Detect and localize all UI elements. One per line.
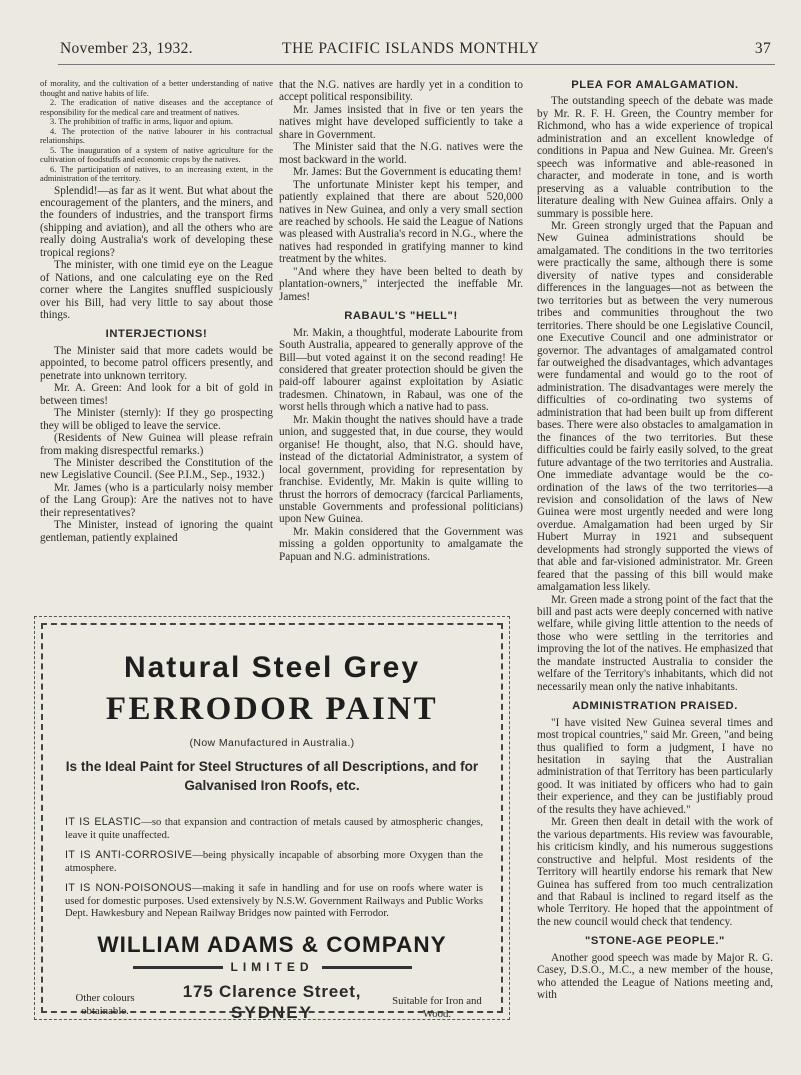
column-2	[279, 79, 523, 563]
ad-manufactured-note: (Now Manufactured in Australia.)	[189, 737, 355, 749]
paragraph: Mr. Makin, a thoughtful, moderate Labourite from South Australia, appeared to generally approve of the Bill—but voted against it on the second reading! He considered that greater protection should be given the paid-off labourer against exploitation by Asiatic tradesmen. Chinatown, in Rabaul, was one of the worst hells through which a native had to pass.	[279, 326, 523, 414]
section-heading: INTERJECTIONS!	[105, 328, 208, 341]
ad-limited-text: LIMITED	[230, 960, 314, 974]
section-heading: ADMINISTRATION PRAISED.	[572, 700, 738, 713]
ad-feature-anti-corrosive	[65, 849, 483, 875]
paragraph: that the N.G. natives are hardly yet in a condition to accept political responsibility.	[279, 79, 523, 104]
paragraph: "And where they have been belted to death by plantation-owners," interjected the ineffable Mr. James!	[279, 265, 523, 303]
paragraph: Mr. Green made a strong point of the fact that the bill and past acts were deeply concerned with native welfare, while giving little attention to the needs of those who were settling in the territories and improving the lot of the natives. He emphasized that the mandate instructed Australia to consider the welfare of the Territory's inhabitants, which did not necessarily mean only the native inhabitants.	[537, 593, 773, 693]
ad-suitability-note: Suitable for Iron and Wood.	[392, 995, 482, 1020]
ferrodor-advertisement	[34, 616, 510, 1020]
paragraph: Mr. Makin thought the natives should have a trade union, and suggested that, in due course, they would organise! He thought, also, that N.G. should have, instead of the dictatorial Administrator, a system of local government, providing for representation by franchise. Evidently, Mr. Makin is quite willing to thrust the horrors of democracy (farcical Parliaments, unstable Governments and professional politicians) upon New Guinea.	[279, 413, 523, 526]
list-item: 4. The protection of the native labourer in his contractual relationships.	[40, 126, 273, 145]
paragraph: Mr. James insisted that in five or ten years the natives might have developed sufficiently to take a share in Government.	[279, 103, 523, 141]
ad-feature-text: —being physically incapable of absorbing more Oxygen than the atmosphere.	[65, 850, 484, 874]
list-item: 5. The inauguration of a system of native agriculture for the cultivation of foodstuffs and economic crops by the natives.	[40, 145, 273, 164]
paragraph: The Minister, instead of ignoring the quaint gentleman, patiently explained	[40, 519, 273, 544]
paragraph: The Minister described the Constitution of the new Legislative Council. (See P.I.M., Sep., 1932.)	[40, 457, 273, 482]
ad-city: SYDNEY	[231, 1003, 313, 1022]
ad-feature-lead: IT IS ANTI-CORROSIVE	[65, 849, 193, 861]
ad-product-name: FERRODOR PAINT	[105, 691, 439, 727]
column-1	[40, 79, 273, 544]
ad-border	[41, 623, 503, 1022]
page-header	[60, 40, 773, 62]
list-item: of morality, and the cultivation of a better understanding of native thought and native habits of life.	[40, 79, 273, 98]
ad-feature-non-poisonous	[65, 882, 483, 921]
paragraph: Mr. Green then dealt in detail with the work of the various departments. His review was favourable, his criticism kindly, and his numerous suggestions constructive and helpful. Most residents of the Territory will heartily endorse his remark that New Guinea has suffered from too much centralization and that Rabaul is inclined to regard itself as the whole Territory. He hoped that the appointment of the new council would check that tendency.	[537, 816, 773, 928]
paragraph: The unfortunate Minister kept his temper, and patiently explained that there are about 520,000 natives in New Guinea, and only a very small section are reached by schools. He said the League of Nations was pleased with Australia's record in N.G., where the natives had responded in gratifying manner to kind treatment by the whites.	[279, 178, 523, 266]
ad-feature-lead: IT IS ELASTIC	[65, 816, 142, 828]
paragraph: The Minister (sternly): If they go prospecting they will be obliged to leave the service.	[40, 407, 273, 432]
list-item: 6. The participation of natives, to an increasing extent, in the administration of the territory.	[40, 164, 273, 183]
policy-list	[40, 79, 273, 184]
ad-tagline: Is the Ideal Paint for Steel Structures of all Descriptions, and for Galvanised Iron Roofs, etc.	[65, 759, 479, 793]
ad-headline: Natural Steel Grey	[123, 651, 421, 684]
list-item: 2. The eradication of native diseases and the acceptance of responsibility for the medical care and treatment of natives.	[40, 98, 273, 117]
ad-feature-text: —so that expansion and contraction of metals caused by atmospheric changes, leave it quite unaffected.	[65, 817, 483, 841]
page-number: 37	[754, 40, 771, 57]
list-item: 3. The prohibition of traffic in arms, liquor and opium.	[50, 117, 233, 126]
header-rule	[58, 64, 775, 65]
ad-street-address: 175 Clarence Street,	[182, 982, 362, 1001]
paragraph: Splendid!—as far as it went. But what about the encouragement of the planters, and the miners, and the founders of industries, and the transport firms (shipping and aviation), and all the others who are really doing Australia's work of developing these tropical regions?	[40, 184, 273, 259]
paragraph: Mr. Green strongly urged that the Papuan and New Guinea administrations should be amalgamated. The conditions in the two territories were practically the same, although there is some diversity of native types and considerable differences in the languages—not as between the two territories but as between the very numerous tribes and communities throughout the two territories. There should be one Legislative Council, one Executive Council and one administrator or governor. The advantages of amalgamated control far outweighed the disadvantages, which advantages were fundamental and would go to the root of administration. The disadvantages were merely the difficulties of co-ordinating two systems of administration that had been built up from different bases. There were also obstacles to amalgamation in the finances of the two territories. But these difficulties could be fairly easily solved, to the great future advantage of the two territories and Australia. One immediate advantage would be the co-ordination of the laws of the two territories—a revision and consolidation of the laws of New Guinea were most urgently needed and were long overdue. Amalgamation had been urged by Sir Hubert Murray in 1921 and subsequent developments had strongly supported the views of that able and far-visioned administrator. Mr. Green feared that the passing of this bill would make amalgamation less likely.	[537, 219, 773, 594]
ad-limited	[43, 960, 501, 974]
ad-company-name: WILLIAM ADAMS & COMPANY	[97, 932, 447, 957]
paragraph: Mr. James: But the Government is educating them!	[293, 166, 522, 179]
paragraph: "I have visited New Guinea several times and most tropical countries," said Mr. Green, "and being thus qualified to form a judgment, I have no hesitation in saying that the Australian administration of that Territory has been particularly good. It was initiated by officers who had to gain their experience, and they can be justifiably proud of the results they have achieved."	[537, 716, 773, 816]
paragraph: Mr. James (who is a particularly noisy member of the Lang Group): Are the natives not to have their representatives?	[40, 481, 273, 519]
paragraph: The minister, with one timid eye on the League of Nations, and one calculating eye on the Red corner where the Langites snuffled suspiciously over his Bill, had very little to say about those things.	[40, 259, 273, 322]
paragraph: (Residents of New Guinea will please refrain from making disrespectful remarks.)	[40, 432, 273, 457]
ad-feature-text: —making it safe in handling and for use on roofs where water is used for domestic purposes. Used extensively by N.S.W. Government Railways and Public Works Dept. Hawkesbury and Nepean Railway Bridges now painted with Ferrodor.	[65, 883, 484, 919]
paragraph: The Minister said that more cadets would be appointed, to become patrol officers presently, and penetrate into unknown territory.	[40, 344, 273, 382]
ad-feature-elastic	[65, 816, 483, 842]
paragraph: Mr. Makin considered that the Government was missing a golden opportunity to amalgamate the Papuan and N.G. administrations.	[279, 525, 523, 563]
section-heading: PLEA FOR AMALGAMATION.	[571, 79, 739, 91]
paragraph: Another good speech was made by Major R. G. Casey, D.S.O., M.C., a new member of the house, who attended the League of Nations meeting and, with	[537, 951, 773, 1002]
section-heading: "STONE-AGE PEOPLE."	[585, 935, 725, 948]
ad-colours-note: Other colours obtainable.	[75, 992, 135, 1017]
paragraph: The Minister said that the N.G. natives were the most backward in the world.	[279, 141, 523, 166]
paragraph: Mr. A. Green: And look for a bit of gold in between times!	[40, 382, 273, 407]
ad-feature-lead: IT IS NON-POISONOUS	[65, 882, 192, 894]
section-heading: RABAUL'S "HELL"!	[344, 310, 458, 323]
magazine-title: THE PACIFIC ISLANDS MONTHLY	[282, 40, 540, 57]
issue-date: November 23, 1932.	[60, 40, 193, 57]
paragraph: The outstanding speech of the debate was made by Mr. R. F. H. Green, the Country member for Richmond, who has a wide experience of tropical administration and an excellent knowledge of conditions in Papua and New Guinea. Mr. Green's speech was informative and able-reasoned in character, and moderate in tone, and is worth preserving as a valuable contribution to the literature dealing with New Guinea affairs. Only a summary is possible here.	[537, 95, 773, 220]
column-3	[537, 79, 773, 1002]
